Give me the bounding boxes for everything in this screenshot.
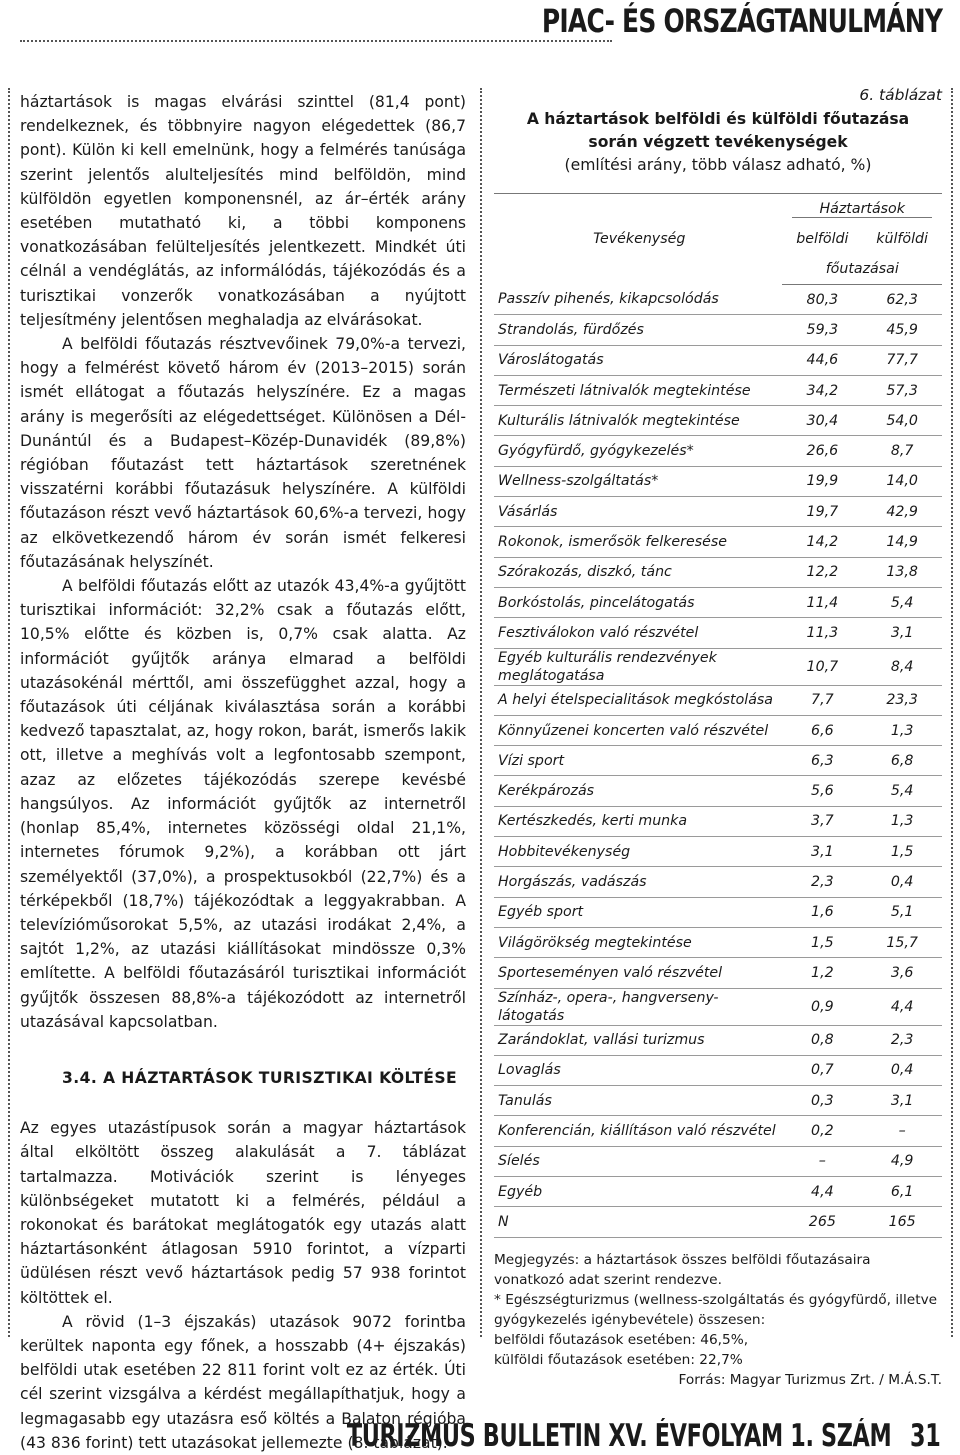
row-activity: Szórakozás, diszkó, tánc (494, 557, 782, 587)
row-foreign-value: – (862, 1116, 942, 1146)
table-row (494, 436, 942, 466)
table-caption (494, 108, 942, 177)
row-domestic-value: 19,9 (782, 466, 862, 496)
row-domestic-value: 6,6 (782, 715, 862, 745)
row-domestic-value: 11,3 (782, 618, 862, 648)
row-activity: Városlátogatás (494, 345, 782, 375)
activities-table (494, 193, 942, 1238)
table-row (494, 1055, 942, 1085)
table-row (494, 776, 942, 806)
row-foreign-value: 8,7 (862, 436, 942, 466)
row-activity: Passzív pihenés, kikapcsolódás (494, 285, 782, 315)
row-domestic-value: 11,4 (782, 587, 862, 617)
row-activity: Hobbitevékenység (494, 837, 782, 867)
row-domestic-value: 26,6 (782, 436, 862, 466)
row-foreign-value: 77,7 (862, 345, 942, 375)
row-domestic-value: 1,6 (782, 897, 862, 927)
row-domestic-value: 3,7 (782, 806, 862, 836)
note: * Egészségturizmus (wellness-szolgáltatás és gyógyfürdő, illetve gyógykezelés igénybevétele) összesen: (494, 1291, 938, 1328)
note: külföldi főutazások esetében: 22,7% (494, 1351, 743, 1368)
row-activity: Strandolás, fürdőzés (494, 315, 782, 345)
section-title: PIAC- ÉS ORSZÁGTANULMÁNY (541, 2, 942, 40)
table-number: 6. táblázat (859, 86, 942, 104)
table-row (494, 315, 942, 345)
row-domestic-value: 0,9 (782, 988, 862, 1025)
row-foreign-value: 5,4 (862, 776, 942, 806)
table-row (494, 557, 942, 587)
header-dotted-rule (20, 40, 612, 42)
page-footer (346, 1418, 940, 1454)
row-domestic-value: 0,3 (782, 1086, 862, 1116)
row-foreign-value: 57,3 (862, 375, 942, 405)
row-foreign-value: 6,1 (862, 1177, 942, 1207)
column-header-domestic: belföldi (796, 231, 849, 247)
row-domestic-value: 12,2 (782, 557, 862, 587)
row-foreign-value: 6,8 (862, 746, 942, 776)
row-activity: Könnyűzenei koncerten való részvétel (494, 715, 782, 745)
row-foreign-value: 1,3 (862, 806, 942, 836)
column-header-activity: Tevékenység (494, 194, 782, 285)
row-foreign-value: 5,1 (862, 897, 942, 927)
table-row (494, 527, 942, 557)
row-activity: Zarándoklat, vallási turizmus (494, 1025, 782, 1055)
paragraph: A belföldi főutazás résztvevőinek 79,0%-a tervezi, hogy a felmérést követő három év (2013–2015) során ismét ellátogat a főutazás helyszínére. Ez a magas arány is megerősíti az elégedettséget. Különösen a Dél-Dunántúl és a Budapest–Közép-Dunavidék (89,8%) régióban főutazást tett háztartások szeretnének visszatérni korábbi főutazásuk helyszínére. A külföldi főutazáson részt vevő háztartások 60,6%-a tervezi, hogy az elkövetkezendő három év során ismét felkeresi főutazásának helyszínét. (20, 335, 466, 571)
row-domestic-value: 0,7 (782, 1055, 862, 1085)
row-foreign-value: 5,4 (862, 587, 942, 617)
row-foreign-value: 3,1 (862, 1086, 942, 1116)
row-domestic-value: 5,6 (782, 776, 862, 806)
row-foreign-value: 45,9 (862, 315, 942, 345)
row-activity: Kerékpározás (494, 776, 782, 806)
table-title-line: A háztartások belföldi és külföldi főutazása (526, 110, 910, 128)
row-foreign-value: 4,4 (862, 988, 942, 1025)
table-column (494, 86, 942, 1388)
table-row (494, 1116, 942, 1146)
row-foreign-value: 0,4 (862, 1055, 942, 1085)
row-domestic-value: 4,4 (782, 1177, 862, 1207)
column-rule-left (8, 88, 10, 1337)
table-row (494, 806, 942, 836)
row-activity: Fesztiválokon való részvétel (494, 618, 782, 648)
table-row (494, 1207, 942, 1237)
table-row (494, 1025, 942, 1055)
row-activity: N (494, 1207, 782, 1237)
row-activity: Síelés (494, 1146, 782, 1176)
table-row (494, 867, 942, 897)
column-header-households: Háztartások (782, 194, 942, 225)
table-row (494, 715, 942, 745)
table-row (494, 618, 942, 648)
row-domestic-value: 59,3 (782, 315, 862, 345)
row-domestic-value: 2,3 (782, 867, 862, 897)
table-row (494, 466, 942, 496)
row-foreign-value: 42,9 (862, 497, 942, 527)
row-foreign-value: 0,4 (862, 867, 942, 897)
table-row (494, 837, 942, 867)
table-row (494, 685, 942, 715)
row-domestic-value: 10,7 (782, 648, 862, 685)
row-domestic-value: 34,2 (782, 375, 862, 405)
row-foreign-value: 15,7 (862, 927, 942, 957)
row-foreign-value: 62,3 (862, 285, 942, 315)
table-row (494, 285, 942, 315)
row-domestic-value: – (782, 1146, 862, 1176)
row-domestic-value: 19,7 (782, 497, 862, 527)
row-domestic-value: 1,2 (782, 958, 862, 988)
row-foreign-value: 165 (862, 1207, 942, 1237)
table-row (494, 927, 942, 957)
row-activity: Lovaglás (494, 1055, 782, 1085)
table-row (494, 1086, 942, 1116)
column-header-foreign: külföldi (876, 231, 928, 247)
row-domestic-value: 0,2 (782, 1116, 862, 1146)
column-rule-middle (480, 88, 482, 1337)
row-domestic-value: 1,5 (782, 927, 862, 957)
table-row (494, 375, 942, 405)
row-activity: Egyéb sport (494, 897, 782, 927)
row-activity: Természeti látnivalók megtekintése (494, 375, 782, 405)
column-rule-right (951, 88, 953, 1337)
row-activity: Borkóstolás, pincelátogatás (494, 587, 782, 617)
row-activity: Egyéb (494, 1177, 782, 1207)
row-domestic-value: 6,3 (782, 746, 862, 776)
row-foreign-value: 3,1 (862, 618, 942, 648)
paragraph: háztartások is magas elvárási szinttel (81,4 pont) rendelkeznek, és többnyire nagyon elégedettek (86,7 pont). Külön ki kell emelnünk, hogy a felmérés tanúsága szerint jelentős alulteljesítés mind belföldön, mind külföldön egyetlen komponensnél, az ár–érték arány esetében mutatható ki, a többi komponens vonatkozásában felülteljesítés jelentkezett. Mindkét úti célnál a vendéglátás, az informálódás, tájékozódás és a turisztikai vonzerők vonatkozásában a nyújtott teljesítmény jelentősen meghaladja az elvárásokat. (20, 93, 466, 329)
table-notes (494, 1250, 942, 1370)
row-domestic-value: 80,3 (782, 285, 862, 315)
table-row (494, 897, 942, 927)
table-row (494, 958, 942, 988)
page-number: 31 (909, 1418, 940, 1454)
row-activity: Vásárlás (494, 497, 782, 527)
row-activity: Gyógyfürdő, gyógykezelés* (494, 436, 782, 466)
table-title-line: során végzett tevékenységek (588, 133, 848, 151)
table-subtitle: (említési arány, több válasz adható, %) (564, 156, 872, 174)
row-foreign-value: 1,3 (862, 715, 942, 745)
row-foreign-value: 54,0 (862, 406, 942, 436)
section-heading: 3.4. A HÁZTARTÁSOK TURISZTIKAI KÖLTÉSE (62, 1068, 458, 1087)
publication-title: TURIZMUS BULLETIN XV. ÉVFOLYAM 1. SZÁM (346, 1418, 891, 1454)
row-activity: Sporteseményen való részvétel (494, 958, 782, 988)
page-header (20, 0, 942, 50)
row-domestic-value: 265 (782, 1207, 862, 1237)
row-domestic-value: 30,4 (782, 406, 862, 436)
table-row (494, 345, 942, 375)
row-foreign-value: 14,9 (862, 527, 942, 557)
row-domestic-value: 7,7 (782, 685, 862, 715)
table-row (494, 587, 942, 617)
row-domestic-value: 0,8 (782, 1025, 862, 1055)
table-row (494, 406, 942, 436)
row-foreign-value: 23,3 (862, 685, 942, 715)
row-activity: Kertészkedés, kerti munka (494, 806, 782, 836)
row-activity: Konferencián, kiállításon való részvétel (494, 1116, 782, 1146)
row-domestic-value: 3,1 (782, 837, 862, 867)
row-activity: Horgászás, vadászás (494, 867, 782, 897)
row-activity: Tanulás (494, 1086, 782, 1116)
row-domestic-value: 14,2 (782, 527, 862, 557)
row-activity: Wellness-szolgáltatás* (494, 466, 782, 496)
row-foreign-value: 2,3 (862, 1025, 942, 1055)
table-row (494, 746, 942, 776)
paragraph: A rövid (1–3 éjszakás) utazások 9072 forintba kerültek naponta egy főnek, a hosszabb (4+ éjszakás) belföldi utak esetében 22 811 forint volt ez az érték. Úti cél szerint vizsgálva a kérdést megállapíthatjuk, hogy a legmagasabb egy utazásra eső költés a Balaton régióba (43 836 forint) tett utazásokat jellemezte (8. táblázat). (20, 1312, 466, 1452)
row-activity: A helyi ételspecialitások megkóstolása (494, 685, 782, 715)
row-foreign-value: 14,0 (862, 466, 942, 496)
row-foreign-value: 3,6 (862, 958, 942, 988)
row-activity: Vízi sport (494, 746, 782, 776)
row-domestic-value: 44,6 (782, 345, 862, 375)
row-foreign-value: 4,9 (862, 1146, 942, 1176)
paragraph: Az egyes utazástípusok során a magyar háztartások által elköltött összeg alakulását a 7. táblázat tartalmazza. Motivációk szerint is lényeges különbségeket mutatott ki a felmérés, például a rokonokat és barátokat meglátogatók egy utazás alatt háztartásonként átlagosan 5910 forintot, a vízparti üdülésen részt vevő háztartások pedig 57 938 forintot költöttek el. (20, 1119, 466, 1307)
row-foreign-value: 13,8 (862, 557, 942, 587)
table-body (494, 285, 942, 1238)
body-text-column (20, 90, 466, 1455)
row-activity: Kulturális látnivalók megtekintése (494, 406, 782, 436)
note: Megjegyzés: a háztartások összes belföldi főutazásaira vonatkozó adat szerint rendezve. (494, 1251, 871, 1288)
table-row (494, 497, 942, 527)
table-source: Forrás: Magyar Turizmus Zrt. / M.Á.S.T. (678, 1371, 942, 1388)
row-activity: Rokonok, ismerősök felkeresése (494, 527, 782, 557)
table-row (494, 1146, 942, 1176)
row-foreign-value: 1,5 (862, 837, 942, 867)
row-foreign-value: 8,4 (862, 648, 942, 685)
table-row (494, 648, 942, 685)
column-header-main-trips: főutazásai (782, 254, 942, 285)
row-activity: Egyéb kulturális rendezvények meglátogatása (494, 648, 782, 685)
paragraph: A belföldi főutazás előtt az utazók 43,4%-a gyűjtött turisztikai információt: 32,2% csak a főutazás előtt, 10,5% előtte és közben is, 0,7% csak alatta. Az információt gyűjtők aránya elmarad a belföldi utazásokénál mérttől, ami összefügghet azzal, hogy a főutazások úti céljának kiválasztása során a korábbi kedvező tapasztalat, az, hogy rokon, barát, ismerős lakik ott, illetve a meghívás volt a legfontosabb szempont, azaz az előzetes tájékozódás szerepe kevésbé hangsúlyos. Az információt gyűjtők az internetről (honlap 85,4%, internetes közösségi oldal 21,1%, internetes fórumok 9,2%), a korábban ott járt személyektől (37,0%), a prospektusokból (22,7%) és a térképekből (18,7%) tájékozódtak a leggyakrabban. A televízióműsorokat 5,5%, az utazási irodákat 2,4%, a sajtót 1,2%, az utazási kiállításokat mindössze 0,3% említette. A belföldi főutazásáról turisztikai információt gyűjtők összesen 88,8%-a tájékozódott az internetről utazásával kapcsolatban. (20, 577, 466, 1031)
row-activity: Világörökség megtekintése (494, 927, 782, 957)
row-activity: Színház-, opera-, hangverseny-látogatás (494, 988, 782, 1025)
note: belföldi főutazások esetében: 46,5%, (494, 1331, 749, 1348)
table-row (494, 988, 942, 1025)
table-row (494, 1177, 942, 1207)
